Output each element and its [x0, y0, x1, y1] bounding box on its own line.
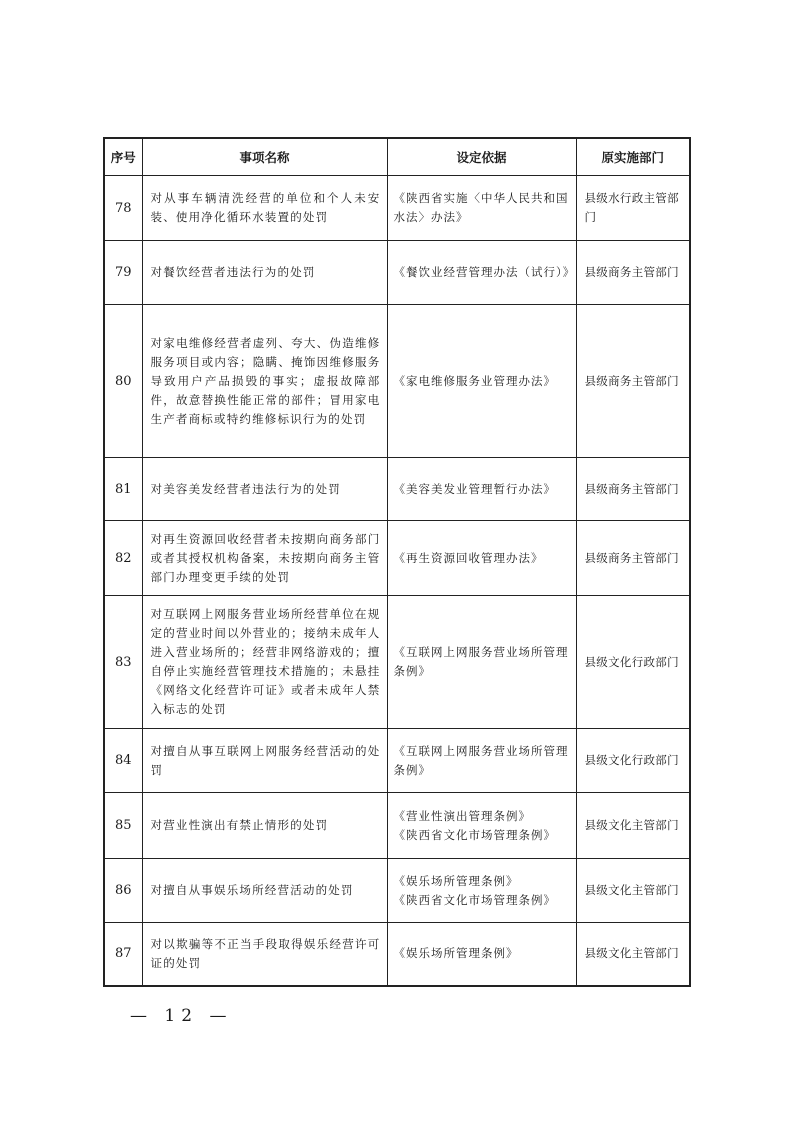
row-name: 对擅自从事互联网上网服务经营活动的处罚 — [142, 729, 387, 793]
row-name: 对擅自从事娱乐场所经营活动的处罚 — [142, 859, 387, 923]
table-row — [104, 859, 690, 923]
table-row — [104, 176, 690, 241]
row-basis: 《娱乐场所管理条例》 — [387, 923, 576, 986]
row-num: 79 — [104, 241, 142, 305]
row-num: 78 — [104, 176, 142, 241]
row-name: 对互联网上网服务营业场所经营单位在规定的营业时间以外营业的；接纳未成年人进入营业场所的；经营非网络游戏的；擅自停止实施经营管理技术措施的；未悬挂《网络文化经营许可证》或者未成年人禁入标志的处罚 — [142, 596, 387, 729]
table-row — [104, 305, 690, 458]
row-name: 对从事车辆清洗经营的单位和个人未安装、使用净化循环水装置的处罚 — [142, 176, 387, 241]
row-name: 对营业性演出有禁止情形的处罚 — [142, 793, 387, 859]
row-basis: 《陕西省实施〈中华人民共和国水法〉办法》 — [387, 176, 576, 241]
row-num: 84 — [104, 729, 142, 793]
header-num: 序号 — [104, 138, 142, 176]
header-dept: 原实施部门 — [576, 138, 690, 176]
row-basis: 《家电维修服务业管理办法》 — [387, 305, 576, 458]
row-dept: 县级水行政主管部门 — [576, 176, 690, 241]
row-dept: 县级商务主管部门 — [576, 305, 690, 458]
row-num: 87 — [104, 923, 142, 986]
items-table — [103, 137, 691, 987]
row-num: 80 — [104, 305, 142, 458]
row-basis: 《餐饮业经营管理办法（试行）》 — [387, 241, 576, 305]
row-name: 对家电维修经营者虚列、夸大、伪造维修服务项目或内容；隐瞒、掩饰因维修服务导致用户产品损毁的事实；虚报故障部件，故意替换性能正常的部件；冒用家电生产者商标或特约维修标识行为的处罚 — [142, 305, 387, 458]
table-row — [104, 521, 690, 596]
row-basis: 《互联网上网服务营业场所管理条例》 — [387, 596, 576, 729]
header-name: 事项名称 — [142, 138, 387, 176]
row-dept: 县级商务主管部门 — [576, 521, 690, 596]
table-row — [104, 923, 690, 986]
row-dept: 县级文化行政部门 — [576, 729, 690, 793]
row-name: 对再生资源回收经营者未按期向商务部门或者其授权机构备案，未按期向商务主管部门办理变更手续的处罚 — [142, 521, 387, 596]
row-basis: 《再生资源回收管理办法》 — [387, 521, 576, 596]
row-dept: 县级文化行政部门 — [576, 596, 690, 729]
header-basis: 设定依据 — [387, 138, 576, 176]
table-row — [104, 793, 690, 859]
table-row — [104, 729, 690, 793]
row-basis: 《营业性演出管理条例》 《陕西省文化市场管理条例》 — [387, 793, 576, 859]
row-name: 对美容美发经营者违法行为的处罚 — [142, 458, 387, 521]
row-dept: 县级商务主管部门 — [576, 241, 690, 305]
page-number: — 12 — — [130, 1006, 233, 1026]
row-basis: 《美容美发业管理暂行办法》 — [387, 458, 576, 521]
table-row — [104, 458, 690, 521]
table-header-row — [104, 138, 690, 176]
row-num: 85 — [104, 793, 142, 859]
row-name: 对以欺骗等不正当手段取得娱乐经营许可证的处罚 — [142, 923, 387, 986]
row-basis: 《娱乐场所管理条例》 《陕西省文化市场管理条例》 — [387, 859, 576, 923]
row-num: 82 — [104, 521, 142, 596]
row-num: 86 — [104, 859, 142, 923]
row-dept: 县级文化主管部门 — [576, 793, 690, 859]
row-dept: 县级文化主管部门 — [576, 859, 690, 923]
row-dept: 县级文化主管部门 — [576, 923, 690, 986]
row-num: 83 — [104, 596, 142, 729]
row-num: 81 — [104, 458, 142, 521]
row-basis: 《互联网上网服务营业场所管理条例》 — [387, 729, 576, 793]
table-row — [104, 241, 690, 305]
table-row — [104, 596, 690, 729]
row-name: 对餐饮经营者违法行为的处罚 — [142, 241, 387, 305]
row-dept: 县级商务主管部门 — [576, 458, 690, 521]
